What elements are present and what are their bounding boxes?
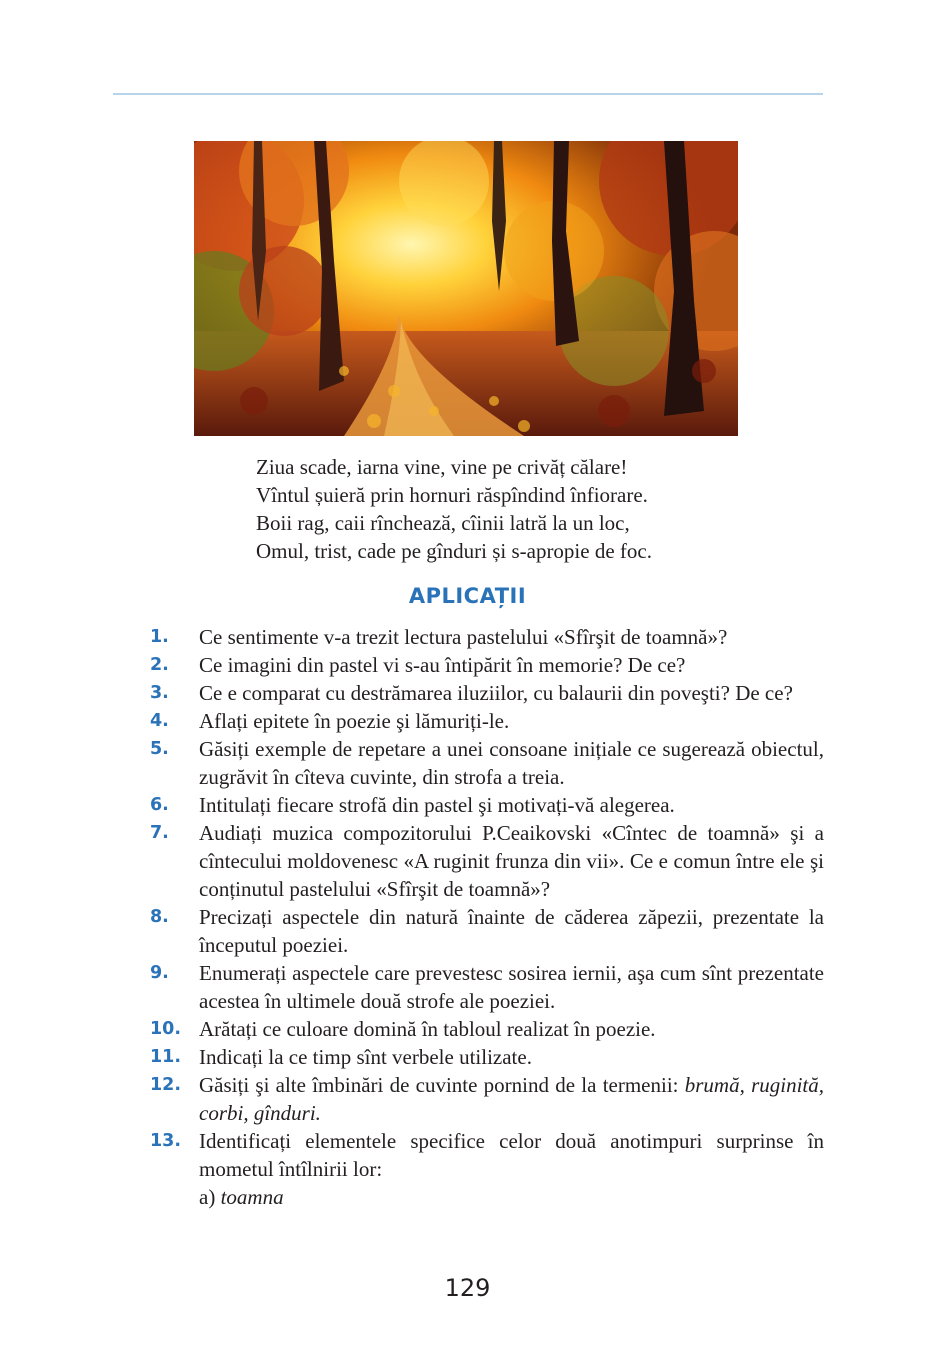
item-number: 7. [150, 823, 169, 843]
item-number: 5. [150, 739, 169, 759]
list-item [150, 679, 824, 707]
item-number: 2. [150, 655, 169, 675]
item-text: Audiați muzica compozitorului P.Ceaikovski «Cîntec de toamnă» şi a cîntecului moldovenesc «A ruginit frunza din vii». Ce e comun între ele şi conținutul pastelului «Sfîrşit de toamnă»? [199, 821, 824, 901]
item-number: 3. [150, 683, 169, 703]
list-item [150, 735, 824, 791]
item-number: 8. [150, 907, 169, 927]
header-rule [113, 93, 823, 95]
item-number: 13. [150, 1131, 182, 1151]
item-text: Identificați elementele specifice celor două anotimpuri surprinse în mometul întîlnirii lor: [199, 1129, 824, 1181]
list-item [150, 903, 824, 959]
item-text-italic-terms: brumă, ruginită, corbi, gînduri. [199, 1073, 825, 1125]
list-item [150, 791, 824, 819]
poem-line: Boii rag, caii rîncheazӑ, cîinii latrӑ la un loc, [256, 511, 630, 535]
list-item [150, 819, 824, 903]
sub-item [199, 1183, 824, 1211]
item-text: Enumerați aspectele care prevestesc sosirea iernii, aşa cum sînt prezentate acestea în ultimele două strofe ale poeziei. [199, 961, 824, 1013]
item-number: 11. [150, 1047, 182, 1067]
poem-excerpt [256, 453, 816, 565]
item-text: Ce imagini din pastel vi s-au întipărit în memorie? De ce? [199, 653, 686, 677]
list-item [150, 959, 824, 1015]
list-item [150, 623, 824, 651]
item-text: Găsiți exemple de repetare a unei consoane inițiale ce sugerează obiectul, zugrăvit în cîteva cuvinte, din strofa a treia. [199, 737, 824, 789]
list-item [150, 1071, 824, 1127]
item-number: 10. [150, 1019, 182, 1039]
question-list [150, 623, 824, 1211]
list-item [150, 651, 824, 679]
item-text: Aflați epitete în poezie şi lămuriți-le. [199, 709, 510, 733]
item-text: Arătați ce culoare domină în tabloul realizat în poezie. [199, 1017, 656, 1041]
poem-line: Vîntul șuieră prin hornuri răspîndind înfiorare. [256, 483, 648, 507]
page-number: 129 [444, 1274, 491, 1302]
item-text: Intitulați fiecare strofă din pastel şi motivați-vă alegerea. [199, 793, 675, 817]
section-heading-text: APLICAȚII [408, 584, 527, 608]
list-item [150, 1043, 824, 1071]
item-text: Ce e comparat cu destrămarea iluziilor, cu balaurii din poveşti? De ce? [199, 681, 793, 705]
item-number: 9. [150, 963, 169, 983]
section-heading [0, 581, 935, 611]
autumn-forest-painting [194, 141, 738, 436]
item-number: 4. [150, 711, 169, 731]
item-number: 1. [150, 627, 169, 647]
item-text: Precizați aspectele din natură înainte de căderea zăpezii, prezentate la începutul poeziei. [199, 905, 824, 957]
item-text: Indicați la ce timp sînt verbele utilizate. [199, 1045, 532, 1069]
list-item [150, 707, 824, 735]
list-item [150, 1015, 824, 1043]
poem-line: Omul, trist, cade pe gînduri și s-apropie de foc. [256, 539, 652, 563]
list-item [150, 1127, 824, 1183]
item-text [199, 1071, 824, 1127]
poem-line: Ziua scade, iarna vine, vine pe crivăț călare! [256, 455, 628, 479]
item-text: Ce sentimente v-a trezit lectura pastelului «Sfîrşit de toamnă»? [199, 625, 728, 649]
item-text-plain: Găsiți şi alte îmbinări de cuvinte pornind de la termenii: [199, 1073, 685, 1097]
sub-item-prefix: a) [199, 1185, 221, 1209]
item-number: 12. [150, 1075, 182, 1095]
item-number: 6. [150, 795, 169, 815]
sub-item-italic: toamna [220, 1185, 284, 1209]
